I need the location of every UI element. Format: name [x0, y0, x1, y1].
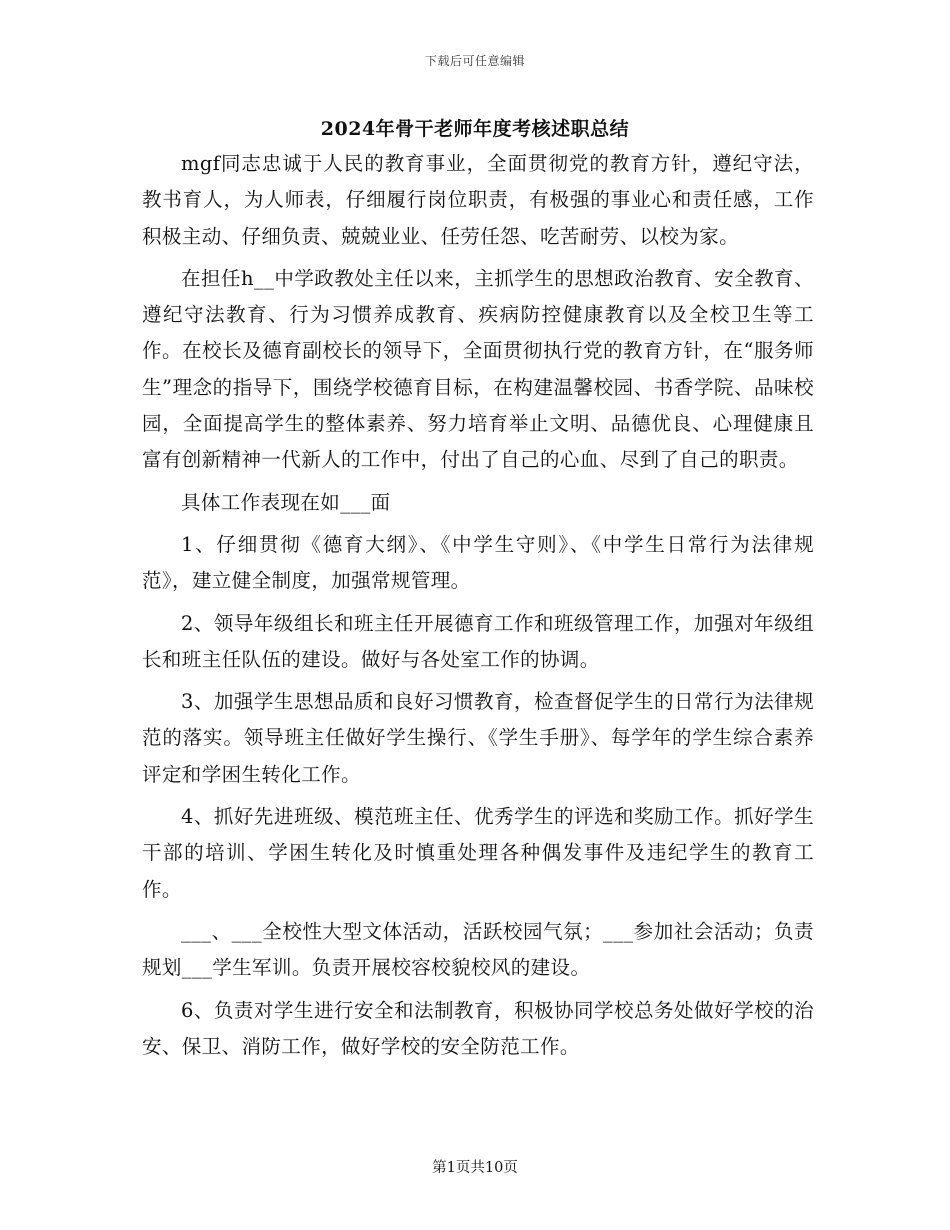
paragraph-role: 在担任h__中学政教处主任以来，主抓学生的思想政治教育、安全教育、遵纪守法教育、行为习惯养成教育、疾病防控健康教育以及全校卫生等工作。在校长及德育副校长的领导下，全面贯彻执行党的教育方针，在“服务师生”理念的指导下，围绕学校德育目标，在构建温馨校园、书香学院、品味校园，全面提高学生的整体素养、努力培育举止文明、品德优良、心理健康且富有创新精神一代新人的工作中，付出了自己的心血、尽到了自己的职责。: [142, 266, 814, 472]
document-title: 2024年骨干老师年度考核述职总结: [320, 118, 630, 140]
paragraph-item-6: 6、负责对学生进行安全和法制教育，积极协同学校总务处做好学校的治安、保卫、消防工作，做好学校的安全防范工作。: [142, 998, 814, 1058]
paragraph-item-5: ___、___全校性大型文体活动，活跃校园气氛；___参加社会活动；负责规划___学生军训。负责开展校容校貌校风的建设。: [142, 919, 814, 980]
header-note: 下载后可任意编辑: [424, 54, 525, 68]
paragraph-item-3: 3、加强学生思想品质和良好习惯教育，检查督促学生的日常行为法律规范的落实。领导班主任做好学生操行、《学生手册》、每学年的学生综合素养评定和学困生转化工作。: [142, 690, 814, 786]
paragraph-item-1: 1、仔细贯彻《德育大纲》、《中学生守则》、《中学生日常行为法律规范》，建立健全制度，加强常规管理。: [142, 532, 814, 593]
document-body: [142, 146, 814, 1071]
paragraph-item-2: 2、领导年级组长和班主任开展德育工作和班级管理工作，加强对年级组长和班主任队伍的建设。做好与各处室工作的协调。: [142, 611, 814, 671]
page-number: 第1页共10页: [432, 1160, 518, 1176]
paragraph-item-4: 4、抓好先进班级、模范班主任、优秀学生的评选和奖励工作。抓好学生干部的培训、学困生转化及时慎重处理各种偶发事件及违纪学生的教育工作。: [142, 805, 814, 901]
paragraph-intro: mgf同志忠诚于人民的教育事业，全面贯彻党的教育方针，遵纪守法，教书育人，为人师表，仔细履行岗位职责，有极强的事业心和责任感，工作积极主动、仔细负责、兢兢业业、任劳任怨、吃苦耐劳、以校为家。: [142, 152, 814, 248]
paragraph-work-heading: 具体工作表现在如___面: [181, 490, 391, 514]
